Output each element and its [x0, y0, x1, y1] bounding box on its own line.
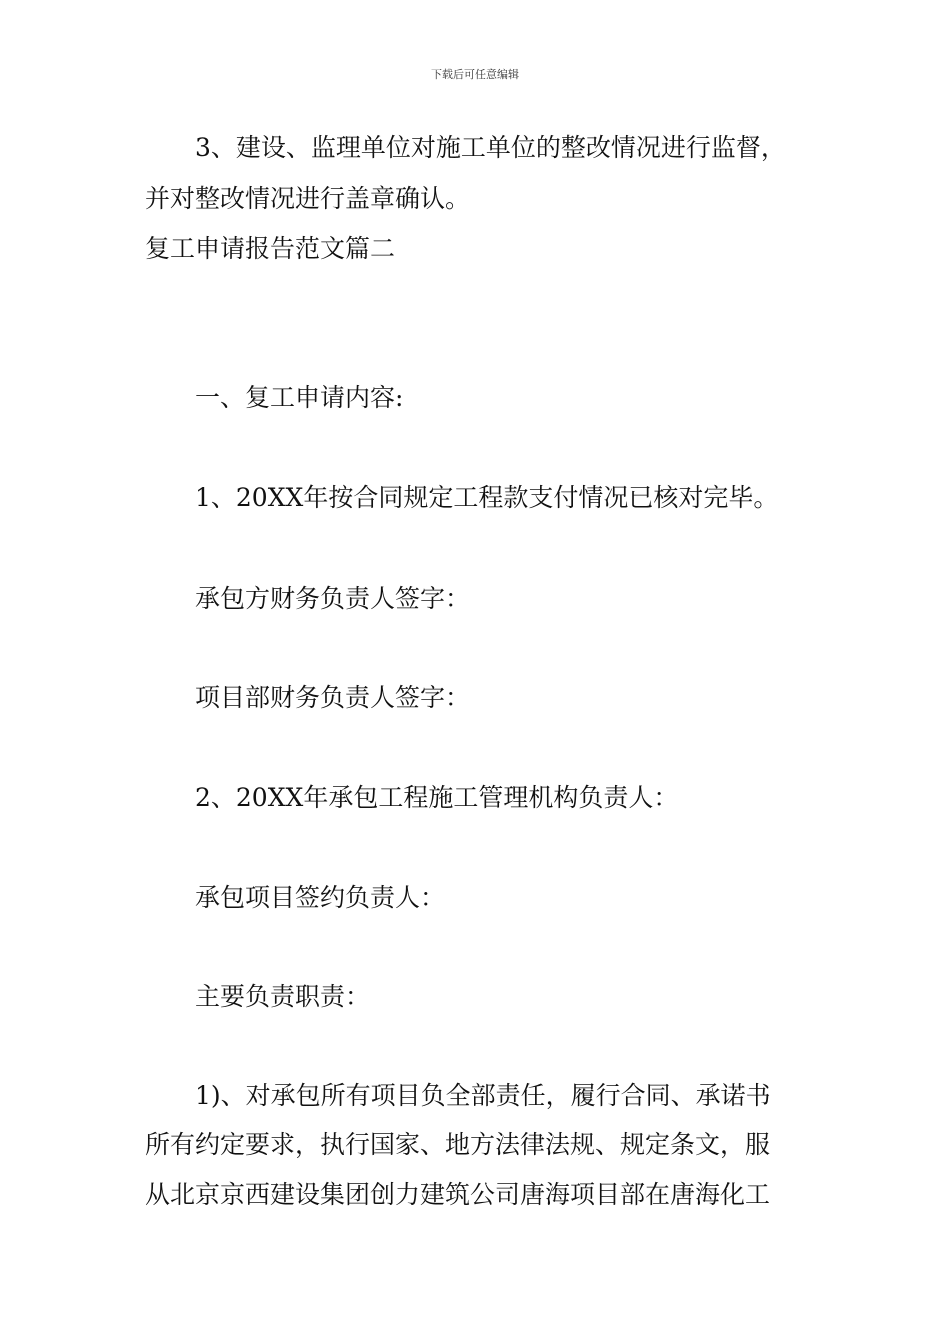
paragraph-line: 从北京京西建设集团创力建筑公司唐海项目部在唐海化工 — [145, 1180, 771, 1209]
signature-line: 承包方财务负责人签字： — [195, 584, 471, 613]
paragraph-line: 主要负责职责： — [195, 982, 371, 1011]
paragraph-line: 所有约定要求，执行国家、地方法律法规、规定条文，服 — [145, 1130, 771, 1159]
paragraph-line: 1)、对承包所有项目负全部责任，履行合同、承诺书 — [195, 1081, 771, 1110]
paragraph-line: 并对整改情况进行盖章确认。 — [145, 184, 471, 213]
paragraph-line: 一、复工申请内容: — [195, 383, 404, 412]
section-title: 复工申请报告范文篇二 — [145, 234, 396, 263]
paragraph-line: 承包项目签约负责人： — [195, 883, 446, 912]
paragraph-line: 1、20XX年按合同规定工程款支付情况已核对完毕。 — [195, 483, 779, 512]
paragraph-line: 3、建设、监理单位对施工单位的整改情况进行监督， — [195, 133, 786, 162]
signature-line: 项目部财务负责人签字： — [195, 683, 471, 712]
page-header: 下载后可任意编辑 — [431, 68, 519, 81]
paragraph-line: 2、20XX年承包工程施工管理机构负责人： — [195, 783, 679, 812]
